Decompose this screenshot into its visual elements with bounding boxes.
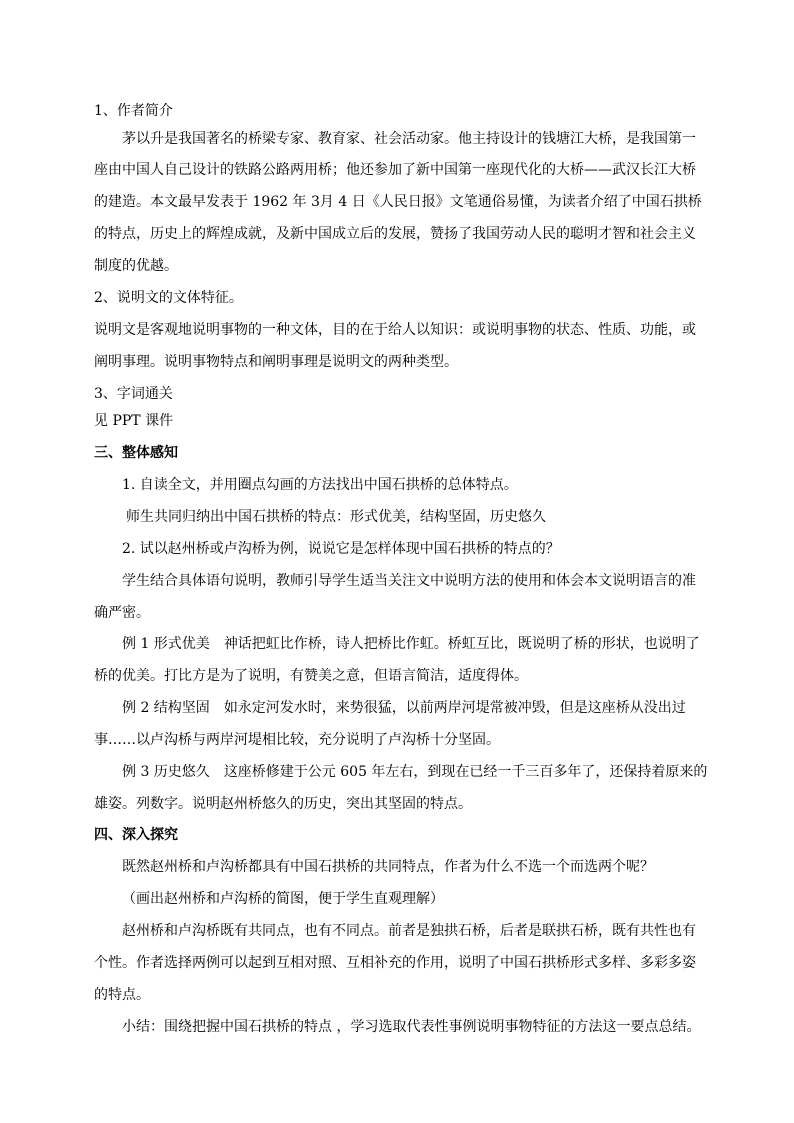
section-2-heading: 2、说明文的文体特征。 — [94, 290, 243, 306]
paragraph-line: 学生结合具体语句说明，教师引导学生适当关注文中说明方法的使用和体会本文说明语言的准 — [122, 573, 696, 589]
paragraph-line: 2. 试以赵州桥或卢沟桥为例，说说它是怎样体现中国石拱桥的特点的？ — [122, 541, 560, 557]
paragraph-line: 的特点，历史上的辉煌成就，及新中国成立后的发展，赞扬了我国劳动人民的聪明才智和社会主义 — [94, 226, 696, 242]
section-heading-overall: 三、整体感知 — [94, 445, 178, 461]
paragraph-line: 的建造。本文最早发表于 1962 年 3月 4 日《人民日报》文笔通俗易懂，为读者介绍了中国石拱桥 — [94, 194, 702, 210]
example-2-line — [122, 698, 736, 718]
example-3-line — [122, 762, 736, 782]
paragraph-line: 阐明事理。说明事物特点和阐明事理是说明文的两种类型。 — [94, 354, 458, 370]
paragraph-line: 见 PPT 课件 — [94, 413, 174, 429]
paragraph-line: 制度的优越。 — [94, 258, 178, 274]
example-label: 例 3 历史悠久 — [122, 764, 210, 780]
paragraph-line: 雄姿。列数字。说明赵州桥悠久的历史，突出其坚固的特点。 — [94, 796, 472, 812]
paragraph-line: 事……以卢沟桥与两岸河堤相比较，充分说明了卢沟桥十分坚固。 — [94, 732, 500, 748]
example-1-line — [122, 634, 736, 654]
example-label: 例 2 结构坚固 — [122, 700, 210, 716]
example-text: 如永定河发水时，来势很猛，以前两岸河堤常被冲毁，但是这座桥从没出过 — [223, 700, 686, 716]
example-text: 这座桥修建于公元 605 年左右，到现在已经一千三百多年了，还保持着原来的 — [223, 764, 708, 780]
paragraph-line: 座由中国人自己设计的铁路公路两用桥；他还参加了新中国第一座现代化的大桥——武汉长江大桥 — [94, 162, 696, 178]
paragraph-line: 1. 自读全文，并用圈点勾画的方法找出中国石拱桥的总体特点。 — [122, 477, 518, 493]
paragraph-line: 确严密。 — [94, 605, 150, 621]
example-text: 神话把虹比作桥，诗人把桥比作虹。桥虹互比，既说明了桥的形状，也说明了 — [223, 636, 700, 652]
paragraph-line: 桥的优美。打比方是为了说明，有赞美之意，但语言简洁，适度得体。 — [94, 668, 528, 684]
paragraph-line: 既然赵州桥和卢沟桥都具有中国石拱桥的共同特点，作者为什么不选一个而选两个呢？ — [122, 859, 654, 875]
section-3-heading: 3、字词通关 — [94, 386, 173, 402]
section-1-heading: 1、作者简介 — [94, 103, 173, 119]
paragraph-line: 赵州桥和卢沟桥既有共同点，也有不同点。前者是独拱石桥，后者是联拱石桥，既有共性也有 — [122, 923, 696, 939]
paragraph-line: 个性。作者选择两例可以起到互相对照、互相补充的作用，说明了中国石拱桥形式多样、多彩多姿 — [94, 955, 696, 971]
paragraph-line: 说明文是客观地说明事物的一种文体，目的在于给人以知识：或说明事物的状态、性质、功能，或 — [94, 322, 696, 338]
paragraph-line: 师生共同归纳出中国石拱桥的特点：形式优美，结构坚固，历史悠久 — [126, 509, 546, 525]
paragraph-line: 的特点。 — [94, 987, 150, 1003]
paragraph-line: 茅以升是我国著名的桥梁专家、教育家、社会活动家。他主持设计的钱塘江大桥，是我国第一 — [122, 131, 696, 147]
example-label: 例 1 形式优美 — [122, 636, 210, 652]
section-heading-explore: 四、深入探究 — [94, 827, 178, 843]
summary-line: 小结：围绕把握中国石拱桥的特点 ，学习选取代表性事例说明事物特征的方法这一要点总结。 — [122, 1019, 701, 1035]
paragraph-line: （画出赵州桥和卢沟桥的简图，便于学生直观理解） — [122, 891, 444, 907]
